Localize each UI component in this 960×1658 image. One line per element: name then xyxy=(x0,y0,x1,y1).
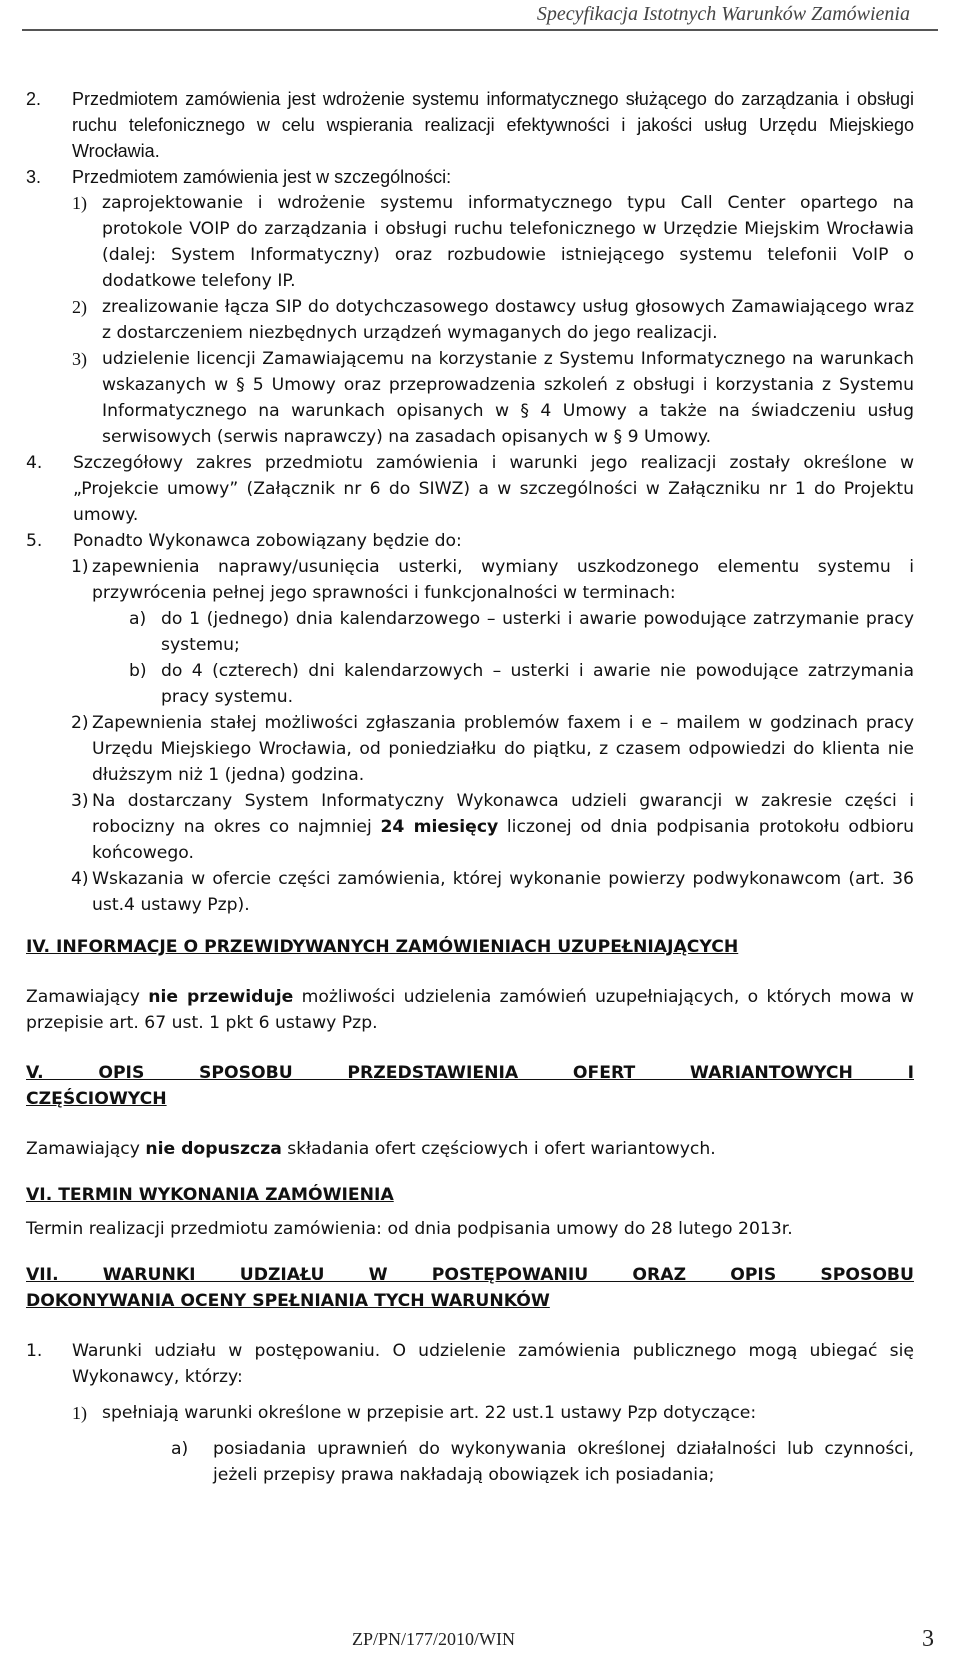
section-3-text: Przedmiotem zamówienia jest w szczególności: xyxy=(72,167,452,187)
section-5-item-1-number: 1) xyxy=(71,557,89,577)
section-4-text: Szczegółowy zakres przedmiotu zamówienia i warunki jego realizacji zostały określone w „Projekcie umowy” (Załącznik nr 6 do SIWZ) a w szczególności w Załączniku nr 1 do Projektu umowy. xyxy=(73,453,914,525)
section-vii-item-1-text: Warunki udziału w postępowaniu. O udzielenie zamówienia publicznego mogą ubiegać się Wykonawcy, którzy: xyxy=(72,1341,914,1387)
section-5-item-4-number: 4) xyxy=(71,869,89,889)
section-5-item-1-text: zapewnienia naprawy/usunięcia usterki, wymiany uszkodzonego elementu systemu i przywrócenia pełnej jego sprawności i funkcjonalności w terminach: xyxy=(92,557,914,603)
section-5-item-4-text: Wskazania w ofercie części zamówienia, której wykonanie powierzy podwykonawcom (art. 36 ust.4 ustawy Pzp). xyxy=(92,869,914,915)
document-reference-number: ZP/PN/177/2010/WIN xyxy=(352,1629,516,1649)
section-vi-heading: VI. TERMIN WYKONANIA ZAMÓWIENIA xyxy=(26,1185,394,1205)
section-3-number: 3. xyxy=(26,167,42,187)
section-vi-text: Termin realizacji przedmiotu zamówienia: od dnia podpisania umowy do 28 lutego 2013r. xyxy=(26,1219,793,1239)
section-2-text: Przedmiotem zamówienia jest wdrożenie systemu informatycznego służącego do zarządzania i obsługi ruchu telefonicznego w celu wspierania realizacji efektywności i jakości usług Urzędu Miejskiego Wrocławia. xyxy=(72,89,914,161)
section-vii-item-1-number: 1. xyxy=(26,1341,43,1361)
section-2 xyxy=(26,86,914,164)
section-3-item-1-text: zaprojektowanie i wdrożenie systemu informatycznego typu Call Center opartego na protokole VOIP do zarządzania i obsługi ruchu telefonicznego w Urzędzie Miejskim Wrocławia (dalej: System Informatyczny) oraz rozbudowie istniejącego systemu telefonii VoIP o dodatkowe telefony IP. xyxy=(102,193,914,291)
section-5-number: 5. xyxy=(26,531,43,551)
section-3-item-2-number: 2) xyxy=(72,297,87,317)
section-3-item-2 xyxy=(26,294,914,346)
section-4-number: 4. xyxy=(26,453,43,473)
section-3-item-1-number: 1) xyxy=(72,193,87,213)
section-vii-item-1 xyxy=(26,1338,914,1390)
section-5-item-2-text: Zapewnienia stałej możliwości zgłaszania problemów faxem i e – mailem w godzinach pracy Urzędu Miejskiego Wrocławia, od poniedziałku do piątku, z czasem odpowiedzi do klienta nie dłuższym niż 1 (jedna) godzina. xyxy=(92,713,914,785)
section-5-item-3-text-after: liczonej od dnia podpisania protokołu odbioru końcowego. xyxy=(92,817,914,863)
section-5-item-1 xyxy=(26,554,914,606)
section-5-item-2-number: 2) xyxy=(71,713,89,733)
section-5-item-1-sub-b xyxy=(26,658,914,710)
section-5 xyxy=(26,528,914,554)
section-5-item-1-sub-a-number: a) xyxy=(129,609,147,629)
section-2-number: 2. xyxy=(26,89,42,109)
header-rule xyxy=(22,29,938,31)
section-v-emphasis: nie dopuszcza xyxy=(145,1139,282,1159)
warranty-period: 24 miesięcy xyxy=(380,817,499,837)
section-5-item-3-number: 3) xyxy=(71,791,89,811)
page-number: 3 xyxy=(922,1626,934,1652)
section-vii-item-1-sub-1-a xyxy=(26,1436,914,1488)
section-3-item-3-text: udzielenie licencji Zamawiającemu na korzystanie z Systemu Informatycznego na warunkach wskazanych w § 5 Umowy oraz przeprowadzenia szkoleń z obsługi i korzystania z Systemu Informatycznego na warunkach opisanych w § 4 Umowy a także na świadczeniu usług serwisowych (serwis naprawczy) na zasadach opisanych w § 9 Umowy. xyxy=(102,349,914,447)
section-vii-item-1-sub-1-number: 1) xyxy=(72,1403,87,1423)
section-5-item-2 xyxy=(26,710,914,788)
section-5-text: Ponadto Wykonawca zobowiązany będzie do: xyxy=(73,531,462,551)
document-body xyxy=(26,86,914,1488)
section-3-item-3-number: 3) xyxy=(72,349,87,369)
section-3 xyxy=(26,164,914,190)
section-iv-text: Zamawiający nie przewiduje możliwości udzielenia zamówień uzupełniających, o których mowa w przepisie art. 67 ust. 1 pkt 6 ustawy Pzp. xyxy=(26,987,915,1033)
section-3-item-2-text: zrealizowanie łącza SIP do dotychczasowego dostawcy usług głosowych Zamawiającego wraz z dostarczeniem niezbędnych urządzeń wymaganych do jego realizacji. xyxy=(102,297,914,343)
section-5-item-4 xyxy=(26,866,914,918)
section-3-item-3 xyxy=(26,346,914,450)
section-5-item-1-sub-b-number: b) xyxy=(129,661,147,681)
section-vii-heading-line-2: DOKONYWANIA OCENY SPEŁNIANIA TYCH WARUNKÓW xyxy=(26,1291,550,1311)
section-iv-emphasis: nie przewiduje xyxy=(148,987,294,1007)
section-v-heading-line-2: CZĘŚCIOWYCH xyxy=(26,1089,167,1109)
section-vii-heading-line-1: VII. WARUNKI UDZIAŁU W POSTĘPOWANIU ORAZ OPIS SPOSOBU xyxy=(26,1265,914,1285)
section-5-item-3-text-before: Na dostarczany System Informatyczny Wykonawca udzieli gwarancji w zakresie części i robocizny na okres co najmniej xyxy=(92,791,914,837)
section-4 xyxy=(26,450,914,528)
section-5-item-1-sub-a-text: do 1 (jednego) dnia kalendarzowego – usterki i awarie powodujące zatrzymanie pracy systemu; xyxy=(161,609,914,655)
section-5-item-1-sub-a xyxy=(26,606,914,658)
section-3-item-1 xyxy=(26,190,914,294)
section-v-heading-line-1: V. OPIS SPOSOBU PRZEDSTAWIENIA OFERT WARIANTOWYCH I xyxy=(26,1063,914,1083)
section-vii-item-1-sub-1-text: spełniają warunki określone w przepisie art. 22 ust.1 ustawy Pzp dotyczące: xyxy=(102,1403,757,1423)
document-header-title: Specyfikacja Istotnych Warunków Zamówienia xyxy=(536,3,910,25)
section-iv-heading: IV. INFORMACJE O PRZEWIDYWANYCH ZAMÓWIENIACH UZUPEŁNIAJĄCYCH xyxy=(26,937,739,957)
section-vii-item-1-sub-1-a-text: posiadania uprawnień do wykonywania określonej działalności lub czynności, jeżeli przepisy prawa nakładają obowiązek ich posiadania; xyxy=(213,1439,914,1485)
section-v-text: Zamawiający nie dopuszcza składania ofert częściowych i ofert wariantowych. xyxy=(26,1139,716,1159)
section-5-item-3 xyxy=(26,788,914,866)
section-vii-item-1-sub-1 xyxy=(26,1400,914,1426)
section-vii-item-1-sub-1-a-number: a) xyxy=(171,1439,189,1459)
section-5-item-1-sub-b-text: do 4 (czterech) dni kalendarzowych – usterki i awarie nie powodujące zatrzymania pracy systemu. xyxy=(161,661,914,707)
